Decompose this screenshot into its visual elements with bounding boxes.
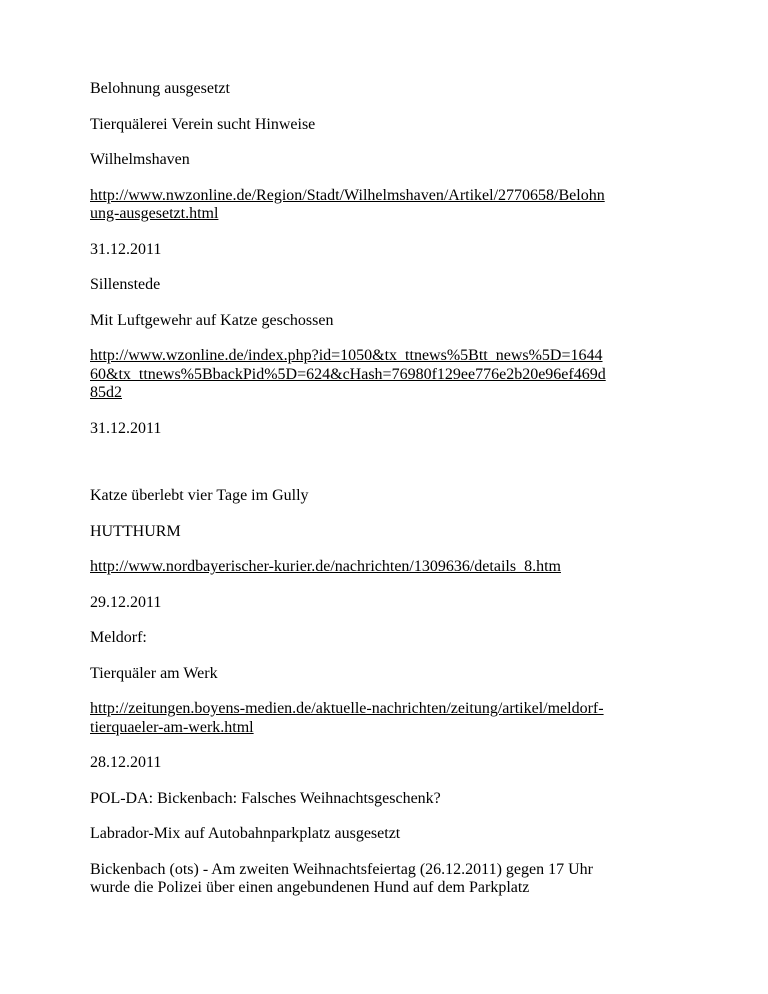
headline-katze-gully: Katze überlebt vier Tage im Gully	[90, 487, 309, 504]
location-hutthurm: HUTTHURM	[90, 522, 181, 540]
article-link-wzonline[interactable]	[90, 347, 678, 403]
body-paragraph-bickenbach	[90, 861, 678, 898]
article-link-boyens-line1[interactable]: http://zeitungen.boyens-medien.de/aktuelle-nachrichten/zeitung/artikel/meldorf-	[90, 700, 604, 717]
article-link-boyens-line2[interactable]: tierquaeler-am-werk.html	[90, 718, 254, 736]
article-link-wzonline-line1[interactable]: http://www.wzonline.de/index.php?id=1050&tx_ttnews%5Btt_news%5D=1644	[90, 347, 603, 364]
location-sillenstede: Sillenstede	[90, 276, 161, 293]
article-link-wzonline-line2[interactable]: 60&tx_ttnews%5BbackPid%5D=624&cHash=76980f129ee776e2b20e96ef469d	[90, 365, 606, 383]
article-link-nordbayerischer-line1[interactable]: http://www.nordbayerischer-kurier.de/nachrichten/1309636/details_8.htm	[90, 558, 561, 575]
date-entry: 28.12.2011	[90, 754, 162, 771]
article-link-nwzonline-line2[interactable]: ung-ausgesetzt.html	[90, 205, 219, 222]
headline-belohnung: Belohnung ausgesetzt	[90, 80, 230, 97]
body-paragraph-line2: wurde die Polizei über einen angebundenen Hund auf dem Parkplatz	[90, 879, 530, 896]
article-link-nwzonline-line1[interactable]: http://www.nwzonline.de/Region/Stadt/Wilhelmshaven/Artikel/2770658/Belohn	[90, 186, 605, 204]
headline-tierquaeler-werk: Tierquäler am Werk	[90, 664, 218, 682]
blank-spacer	[90, 455, 678, 487]
date-entry: 29.12.2011	[90, 593, 162, 611]
article-link-boyens[interactable]	[90, 700, 678, 737]
subheadline-labrador: Labrador-Mix auf Autobahnparkplatz ausgesetzt	[90, 825, 401, 842]
location-meldorf: Meldorf:	[90, 629, 147, 646]
article-link-wzonline-line3[interactable]: 85d2	[90, 384, 122, 401]
article-link-nordbayerischer[interactable]	[90, 558, 678, 577]
location-wilhelmshaven: Wilhelmshaven	[90, 151, 190, 168]
headline-luftgewehr: Mit Luftgewehr auf Katze geschossen	[90, 311, 334, 329]
date-entry: 31.12.2011	[90, 419, 162, 437]
article-link-nwzonline[interactable]	[90, 187, 678, 224]
subheadline-tierquaelerei: Tierquälerei Verein sucht Hinweise	[90, 115, 316, 133]
headline-pol-da: POL-DA: Bickenbach: Falsches Weihnachtsgeschenk?	[90, 789, 441, 807]
body-paragraph-line1: Bickenbach (ots) - Am zweiten Weihnachtsfeiertag (26.12.2011) gegen 17 Uhr	[90, 860, 593, 878]
date-entry: 31.12.2011	[90, 240, 162, 258]
